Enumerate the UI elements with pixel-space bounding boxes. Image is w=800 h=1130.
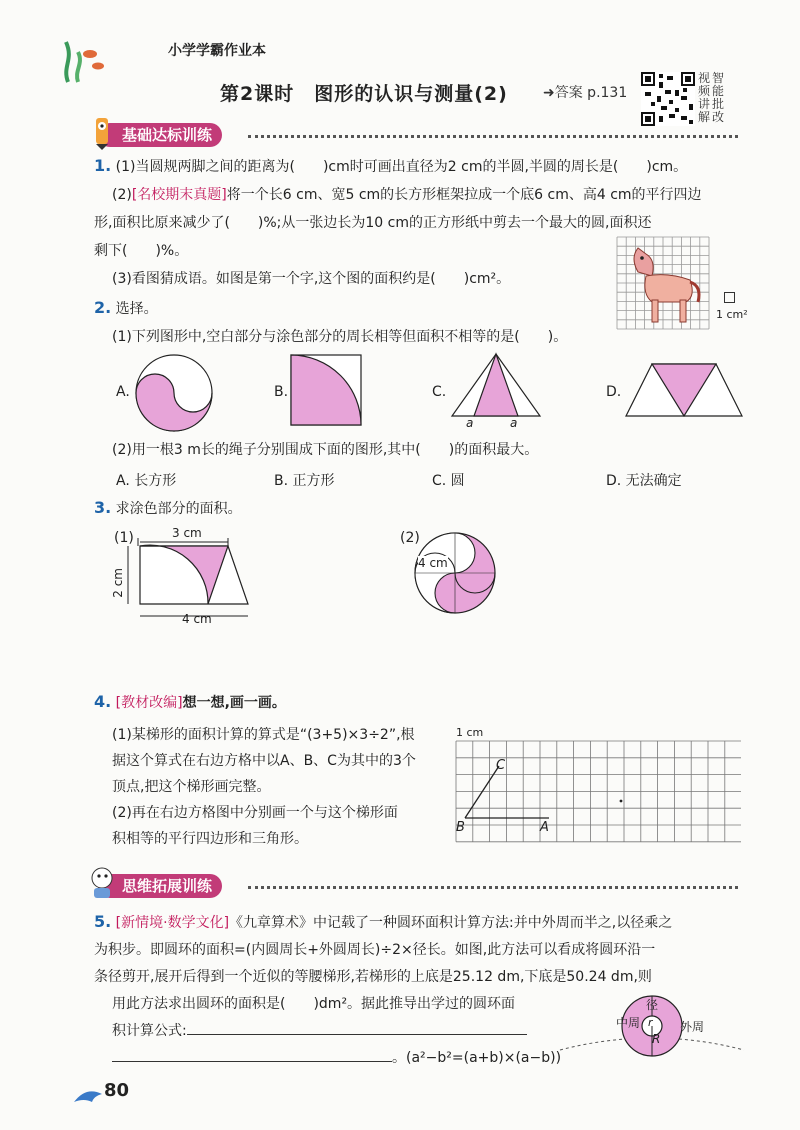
choice-d[interactable]: D. 无法确定: [606, 473, 682, 489]
choice-c[interactable]: C. 圆: [432, 473, 465, 489]
lesson-title: 第2课时 图形的认识与测量(2): [220, 83, 508, 105]
section-header-basic: [98, 123, 738, 149]
qr-caption: 视 频 讲 解 智 能 批 改: [698, 71, 725, 124]
source-tag: [新情境·数学文化]: [115, 915, 230, 931]
q3-title: 求涂色部分的面积。: [115, 501, 242, 517]
question-5: 5. [新情境·数学文化]《九章算术》中记载了一种圆环面积计算方法:并中外周而半之,以径乘之 为积步。即圆环的面积=(内圆周长+外圆周长)÷2×径长。如图,此方法可以看成将圆环沿一 条径剪开,展开后得到一个近似的等腰梯形,若梯形的上底是25.12 dm,下底是50.24 dm,则 用此方法求出圆环的面积是( )dm²。据此推导出学过的圆环面 积计算公式: 。(a²−b²=(a+b)×(a−b)): [94, 912, 673, 1066]
seaweed-fish-logo: [54, 36, 114, 84]
q2-part2: (2)用一根3 m长的绳子分别围成下面的图形,其中( )的面积最大。: [112, 442, 539, 458]
page-number: 80: [104, 1080, 130, 1101]
option-a-figure[interactable]: [134, 353, 214, 433]
q4-text: (1)某梯形的面积计算的算式是“(3+5)×3÷2”,根 据这个算式在右边方格中以A、B、C为其中的3个 顶点,把这个梯形画完整。 (2)再在右边方格图中分别画一个与这个梯形面 积相等的平行四边形和三角形。: [112, 727, 416, 847]
question-number: 1.: [94, 156, 112, 175]
question-number: 4.: [94, 692, 112, 711]
option-d-label: D.: [606, 384, 622, 400]
option-b-label: B.: [274, 384, 289, 400]
option-c-label: C.: [432, 384, 447, 400]
question-number: 3.: [94, 498, 112, 517]
fig1-bottom-dim: 4 cm: [182, 612, 212, 626]
question-4: [94, 692, 286, 713]
c-mark-1: a: [466, 416, 474, 430]
point-c: C: [496, 758, 506, 773]
q4-title: 想一想,画一画。: [182, 695, 286, 711]
option-c-figure[interactable]: [446, 352, 546, 432]
point-a: A: [540, 820, 549, 835]
book-title: 小学学霸作业本: [168, 43, 266, 59]
question-number: 5.: [94, 912, 112, 931]
source-tag: [名校期末真题]: [131, 187, 227, 203]
section-title: 思维拓展训练: [98, 874, 222, 898]
q4-drawing-grid[interactable]: [455, 740, 741, 844]
choice-b[interactable]: B. 正方形: [274, 473, 335, 489]
grid-unit-label: 1 cm²: [716, 308, 748, 321]
unit-square-icon: [724, 292, 736, 304]
label-r: r: [648, 1016, 653, 1029]
fig2-label: (2): [400, 530, 420, 546]
section-title: 基础达标训练: [98, 123, 222, 147]
q1-part1: (1)当圆规两脚之间的距离为( )cm时可画出直径为2 cm的半圆,半圆的周长是( )cm。: [115, 159, 688, 175]
point-b: B: [456, 820, 465, 835]
q2-title: 选择。: [115, 301, 158, 317]
label-R: R: [652, 1032, 661, 1046]
answer-reference: ➜答案 p.131: [543, 85, 628, 101]
q1-part3: (3)看图猜成语。如图是第一个字,这个图的面积约是( )cm²。: [112, 271, 511, 287]
question-number: 2.: [94, 298, 112, 317]
idiom-grid-figure: [616, 236, 712, 332]
grid-unit-label: 1 cm: [456, 726, 484, 739]
q1-part2: 将一个长6 cm、宽5 cm的长方形框架拉成一个底6 cm、高4 cm的平行四边: [226, 187, 702, 203]
fig1-label: (1): [114, 530, 134, 546]
fig1-side-dim: 2 cm: [111, 568, 125, 598]
choice-a[interactable]: A. 长方形: [116, 473, 177, 489]
qr-code[interactable]: [641, 72, 695, 126]
option-b-figure[interactable]: [290, 354, 364, 428]
question-1: 1. (1)当圆规两脚之间的距离为( )cm时可画出直径为2 cm的半圆,半圆的周长是( )cm。 (2)[名校期末真题]将一个长6 cm、宽5 cm的长方形框架拉成一个底6 cm、高4 cm的平行四边 形,面积比原来减少了( )%;从一张边长为10 cm的正方形纸中剪去一个最大的圆,面积还 剩下( )%。 (3)看图猜成语。如图是第一个字,这个图的面积约是( )cm²。: [94, 156, 754, 289]
question-2: [94, 298, 158, 319]
section-header-extend: [98, 874, 738, 900]
option-d-figure[interactable]: [624, 362, 744, 418]
pencil-mascot-icon: [88, 114, 118, 150]
q3-figure-2: [410, 528, 500, 618]
dolphin-icon: [72, 1084, 106, 1108]
fig2-dim: 4 cm: [418, 556, 448, 570]
source-tag: [教材改编]: [115, 695, 183, 711]
c-mark-2: a: [510, 416, 518, 430]
label-wai: 外周: [680, 1020, 705, 1034]
fig1-top-dim: 3 cm: [172, 526, 202, 540]
label-jing: 径: [646, 998, 659, 1012]
label-zhong: 中周: [616, 1016, 641, 1030]
q2-part1: (1)下列图形中,空白部分与涂色部分的周长相等但面积不相等的是( )。: [112, 329, 568, 345]
option-a-label: A.: [116, 384, 130, 400]
mascot-icon: [88, 864, 118, 900]
question-3: [94, 498, 242, 519]
